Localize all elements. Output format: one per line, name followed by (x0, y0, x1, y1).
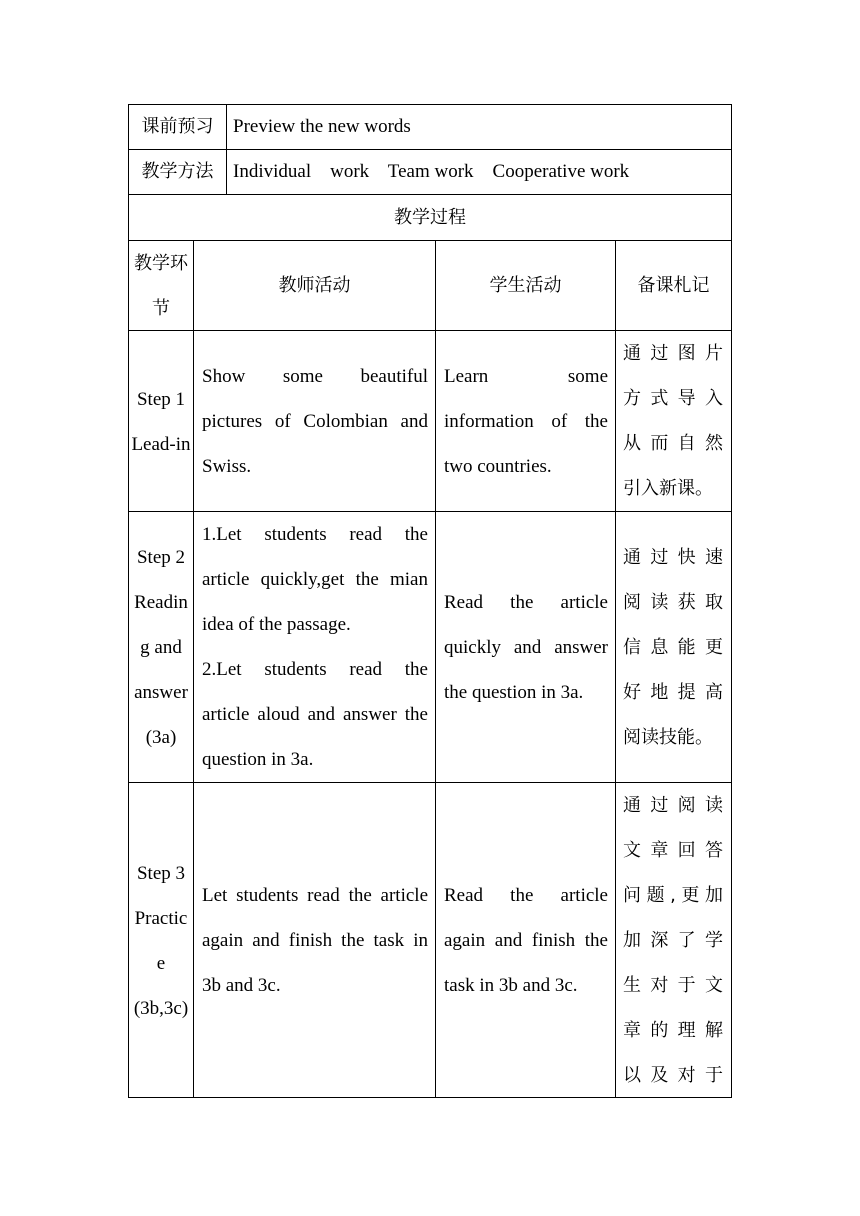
step-3-label (129, 851, 193, 1031)
header-step-line: 节 (152, 298, 170, 319)
student-line: two countries. (444, 456, 552, 477)
teacher-line: 3b and 3c. (202, 975, 281, 996)
header-student: 学生活动 (489, 275, 562, 296)
notes-line: 阅读技能。 (623, 727, 713, 748)
header-step-line: 教学环 (134, 253, 188, 274)
step-2-label (129, 535, 193, 760)
notes-line: 问题,更加 (623, 885, 723, 906)
teacher-line: pictures of Colombian and (202, 411, 428, 432)
step-line: e (156, 953, 166, 974)
method-label: 教学方法 (141, 161, 214, 182)
step-1-label (129, 377, 193, 467)
notes-line: 章的理解 (623, 1020, 723, 1041)
notes-line: 通过快速 (623, 547, 723, 568)
teacher-line: Swiss. (202, 456, 252, 477)
process-title: 教学过程 (394, 207, 466, 228)
rule (615, 240, 616, 1098)
notes-line: 通过图片 (623, 343, 723, 364)
step-line: answer (134, 682, 188, 703)
step-2-student (444, 580, 608, 715)
rule (435, 240, 436, 1098)
teacher-line: Show some beautiful (202, 366, 428, 387)
step-line: g and (140, 637, 182, 658)
header-step-column (129, 241, 193, 330)
step-2-teacher (202, 512, 428, 782)
teacher-line: Let students read the article (202, 885, 428, 906)
notes-line: 文章回答 (623, 840, 723, 861)
notes-line: 方式导入 (623, 388, 723, 409)
teacher-line: 1.Let students read the (202, 524, 428, 545)
step-line: (3a) (145, 727, 177, 748)
method-value: Individual work Team work Cooperative work (233, 161, 630, 182)
notes-line: 从而自然 (623, 433, 723, 454)
notes-line: 以及对于 (623, 1065, 723, 1086)
student-line: Read the article (444, 885, 608, 906)
student-line: Read the article (444, 592, 608, 613)
student-line: quickly and answer (444, 637, 608, 658)
step-3-notes (623, 783, 723, 1098)
step-line: Readin (134, 592, 188, 613)
step-1-student (444, 354, 608, 489)
step-line: (3b,3c) (133, 998, 189, 1019)
teacher-line: article quickly,get the mian (202, 569, 428, 590)
step-1-notes (623, 331, 723, 511)
step-line: Lead-in (131, 434, 191, 455)
header-notes: 备课札记 (637, 275, 710, 296)
step-1-teacher (202, 354, 428, 489)
student-line: again and finish the (444, 930, 608, 951)
step-3-student (444, 873, 608, 1008)
step-line: Step 3 (136, 863, 186, 884)
teacher-line: article aloud and answer the (202, 704, 428, 725)
rule (731, 104, 732, 1098)
step-line: Step 2 (136, 547, 186, 568)
rule (193, 240, 194, 1098)
teacher-line: question in 3a. (202, 749, 314, 770)
notes-line: 阅读获取 (623, 592, 723, 613)
notes-line: 好地提高 (623, 682, 723, 703)
student-line: information of the (444, 411, 608, 432)
student-line: task in 3b and 3c. (444, 975, 578, 996)
notes-line: 加深了学 (623, 930, 723, 951)
teacher-line: 2.Let students read the (202, 659, 428, 680)
notes-line: 通过阅读 (623, 795, 723, 816)
step-line: Practic (134, 908, 188, 929)
preview-value: Preview the new words (233, 116, 411, 137)
header-teacher: 教师活动 (278, 275, 351, 296)
step-2-notes (623, 535, 723, 760)
notes-line: 生对于文 (623, 975, 723, 996)
step-3-teacher (202, 873, 428, 1008)
student-line: Learn some (444, 366, 608, 387)
notes-line: 引入新课。 (623, 478, 713, 499)
preview-label: 课前预习 (141, 116, 214, 137)
notes-line: 信息能更 (623, 637, 723, 658)
teacher-line: again and finish the task in (202, 930, 428, 951)
teacher-line: idea of the passage. (202, 614, 351, 635)
step-line: Step 1 (136, 389, 186, 410)
student-line: the question in 3a. (444, 682, 584, 703)
rule (226, 104, 227, 194)
